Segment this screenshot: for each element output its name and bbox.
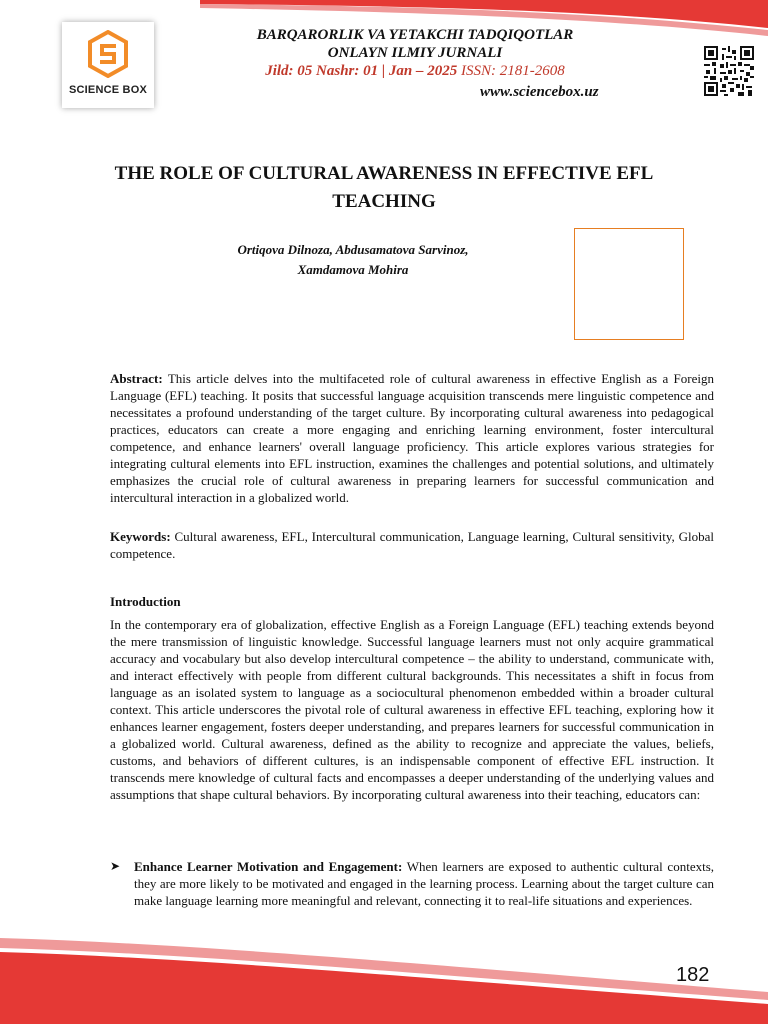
authors-line1: Ortiqova Dilnoza, Abdusamatova Sarvinoz, <box>237 242 469 257</box>
keywords <box>110 528 714 562</box>
keywords-text: Cultural awareness, EFL, Intercultural communication, Language learning, Cultural sensitivity, Global competence. <box>110 529 714 561</box>
introduction-text: In the contemporary era of globalization, effective English as a Foreign Language (EFL) teaching extends beyond the mere transmission of linguistic knowledge. Successful language learners must not only acquire grammatical accuracy and vocabulary but also develop intercultural competence – the ability to understand, communicate with, and interact effectively with people from different cultural backgrounds. This necessitates a shift in focus from language as an isolated system to language as a sociocultural phenomenon embedded within a broader cultural context. This article underscores the pivotal role of cultural awareness in effective EFL teaching, exploring how it enhances learner engagement, fosters deeper understanding, and prepares learners for successful communication in a globalized world. Cultural awareness, defined as the ability to recognize and appreciate the values, beliefs, customs, and behaviors of different cultures, is an indispensable component of effective EFL instruction. It transcends mere knowledge of cultural facts and encompasses a deeper understanding of the underlying values and assumptions that shape cultural behaviors. By incorporating cultural awareness into their teaching, educators can: <box>110 617 714 802</box>
journal-name-line1: BARQARORLIK VA YETAKCHI TADQIQOTLAR <box>256 27 574 43</box>
article-authors <box>200 240 506 280</box>
issue-info: Jild: 05 Nashr: 01 | Jan – 2025 <box>265 63 458 79</box>
qr-code-icon <box>704 46 754 96</box>
keywords-label: Keywords: <box>110 529 171 544</box>
journal-name-line2: ONLAYN ILMIY JURNALI <box>327 45 503 61</box>
footer-wave-band <box>0 930 768 1024</box>
arrow-bullet-icon: ➤ <box>110 859 121 873</box>
bullet-label: Enhance Learner Motivation and Engagement: <box>134 859 403 874</box>
author-photo-placeholder <box>574 228 684 340</box>
abstract-text: This article delves into the multifaceted role of cultural awareness in effective English as a Foreign Language (EFL) teaching. It posits that successful language acquisition transcends mere linguistic competence and necessitates a profound understanding of the target culture. By incorporating cultural awareness into pedagogical practices, educators can create a more engaging and enriching learning environment, foster intercultural competence, and enhance learners' overall language proficiency. This article explores various strategies for integrating cultural elements into EFL instruction, examines the challenges and potential solutions, and ultimately emphasizes the crucial role of cultural awareness in preparing learners for successful communication and intercultural interaction in a globalized world. <box>110 371 715 505</box>
bullet-item <box>110 858 714 909</box>
logo-text: SCIENCE BOX <box>69 84 147 96</box>
introduction-heading: Introduction <box>110 594 181 609</box>
bullet-text: When learners are exposed to authentic cultural contexts, they are more likely to be motivated and engaged in the learning process. Learning about the target culture can make language learning more meaningful and relevant, connecting it to real-life situations and experiences. <box>134 859 715 908</box>
authors-line2: Xamdamova Mohira <box>297 262 409 277</box>
page-number: 182 <box>676 964 710 986</box>
journal-website[interactable]: www.sciencebox.uz <box>480 84 599 100</box>
sciencebox-logo-icon <box>86 30 130 78</box>
abstract-label: Abstract: <box>110 371 163 386</box>
article-title: THE ROLE OF CULTURAL AWARENESS IN EFFECTIVE EFL TEACHING <box>114 163 654 212</box>
abstract <box>110 370 714 506</box>
issn: ISSN: 2181-2608 <box>461 63 565 79</box>
journal-logo <box>62 22 154 108</box>
issue-line <box>210 62 620 80</box>
journal-info <box>210 26 620 80</box>
